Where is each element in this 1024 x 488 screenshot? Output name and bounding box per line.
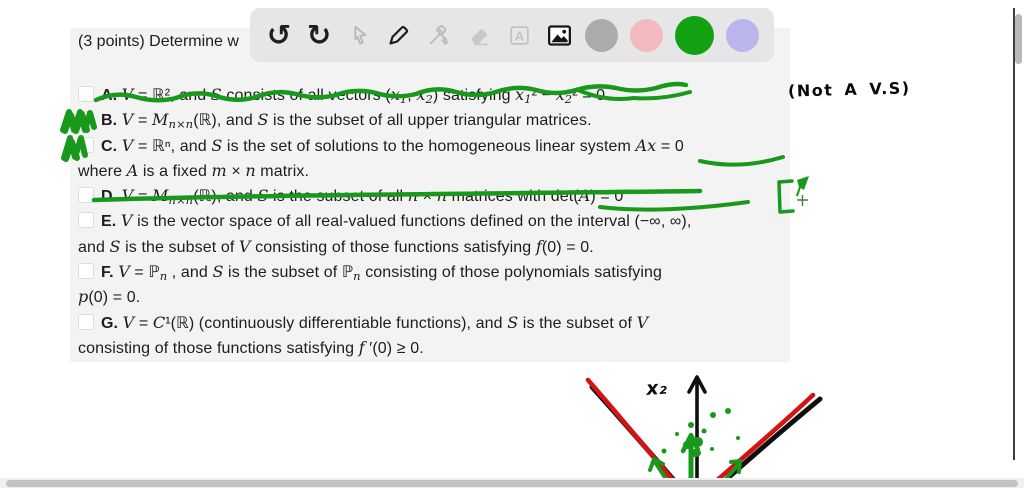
undo-button[interactable] — [265, 17, 293, 52]
checkbox-option-e[interactable] — [78, 212, 94, 228]
x2-axis-arrowhead — [689, 377, 705, 392]
v-right-line-black — [719, 399, 820, 486]
green-splatter-dots — [662, 408, 741, 457]
cursor-tool-button[interactable] — [345, 21, 373, 50]
content-edge-line — [1013, 8, 1015, 460]
pen-cursor — [797, 176, 809, 206]
option-f: F. V = ℙn , and S is the subset of ℙn consisting of those polynomials satisfying — [78, 259, 790, 284]
redo-icon: ↻ — [306, 17, 332, 52]
text-tool-button[interactable] — [505, 21, 533, 50]
pen-icon — [386, 22, 412, 48]
eraser-icon — [466, 22, 492, 48]
checkbox-option-d[interactable] — [78, 187, 94, 203]
v-left-line-black — [592, 387, 679, 486]
eraser-tool-button[interactable] — [465, 21, 493, 50]
option-d: D. V = Mn×n(ℝ), and S is the subset of all n × n matrices with det(A) = 0 — [78, 183, 790, 208]
annotation-toolbar — [250, 8, 774, 62]
option-g-cont: consisting of those functions satisfying f ′(0) ≥ 0. — [78, 337, 424, 357]
tools-icon — [426, 22, 452, 48]
text-tool-glyph: A — [514, 27, 524, 43]
option-c-cont: where A is a fixed m × n matrix. — [78, 160, 309, 180]
color-swatch-green[interactable] — [675, 16, 714, 55]
checkbox-option-a[interactable] — [78, 86, 94, 102]
option-b: B. V = Mn×n(ℝ), and S is the subset of all upper triangular matrices. — [78, 107, 790, 132]
color-swatch-lavender[interactable] — [726, 19, 759, 52]
option-g: G. V = C¹(ℝ) (continuously differentiable functions), and S is the subset of V — [78, 310, 790, 335]
color-swatch-pink[interactable] — [630, 19, 663, 52]
x2-axis-label: x₂ — [645, 376, 668, 400]
right-scrollbar-thumb[interactable] — [1015, 14, 1022, 64]
option-e-cont: and S is the subset of V consisting of those functions satisfying f(0) = 0. — [78, 236, 594, 256]
text-box-icon — [507, 23, 532, 48]
option-c: C. V = ℝⁿ, and S is the set of solutions to the homogeneous linear system Ax = 0 — [78, 133, 790, 158]
shape-tools-button[interactable] — [425, 21, 453, 50]
handwritten-note: (Not A V.S) — [787, 78, 911, 101]
redo-button[interactable] — [305, 17, 333, 52]
problem-title: (3 points) Determine w — [78, 33, 239, 50]
checkbox-option-b[interactable] — [78, 111, 94, 127]
option-e: E. V is the vector space of all real-valued functions defined on the interval (−∞, ∞), — [78, 208, 790, 233]
color-swatch-gray[interactable] — [585, 19, 618, 52]
checkbox-option-g[interactable] — [78, 314, 94, 330]
cursor-icon — [347, 23, 372, 48]
checkbox-option-c[interactable] — [78, 137, 94, 153]
pen-tool-button[interactable] — [385, 21, 413, 50]
bottom-scrollbar-thumb[interactable] — [6, 480, 1018, 487]
v-left-line-red — [588, 380, 671, 478]
undo-icon: ↺ — [266, 17, 292, 52]
options-list — [78, 82, 790, 360]
checkbox-option-f[interactable] — [78, 263, 94, 279]
v-right-line-red — [714, 395, 813, 483]
option-f-cont: p(0) = 0. — [78, 287, 141, 307]
image-icon — [546, 22, 573, 49]
option-a: A. V = ℝ², and S consists of all vectors (x1, x2) satisfying x1² − x2² = 0. — [78, 82, 790, 107]
sketch-absolute-value-graph — [588, 377, 820, 488]
image-tool-button[interactable] — [545, 21, 573, 50]
